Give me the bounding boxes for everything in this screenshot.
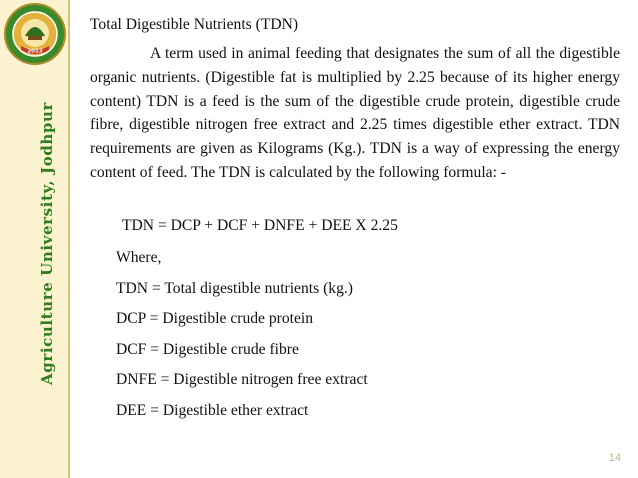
page-number: 14	[608, 452, 621, 464]
slide-content	[90, 12, 620, 185]
definition-tdn: TDN = Total digestible nutrients (kg.)	[116, 279, 353, 297]
definition-dcp: DCP = Digestible crude protein	[116, 310, 314, 327]
sidebar	[0, 0, 70, 478]
body-paragraph: A term used in animal feeding that designates the sum of all the digestible organic nutrients. (Digestible fat is multiplied by 2.25 because of its higher energy content) TDN is a feed is the sum of the digestible crude protein, digestible crude fibre, digestible nitrogen free extract and 2.25 times digestible ether extract. TDN requirements are given as Kilograms (Kg.). TDN is a way of expressing the energy content of feed. The TDN is calculated by the following formula: -	[90, 45, 620, 181]
definition-where: Where,	[116, 249, 162, 266]
university-logo	[3, 2, 67, 68]
definition-dcf: DCF = Digestible crude fibre	[116, 340, 299, 358]
definition-dee: DEE = Digestible ether extract	[116, 401, 309, 419]
definition-list	[116, 248, 368, 431]
definition-dnfe: DNFE = Digestible nitrogen free extract	[116, 371, 368, 388]
slide-heading: Total Digestible Nutrients (TDN)	[90, 16, 299, 33]
tdn-formula: TDN = DCP + DCF + DNFE + DEE X 2.25	[122, 217, 398, 234]
university-vertical-title: Agriculture University, Jodhpur	[38, 101, 56, 385]
logo-year: 2013	[27, 48, 43, 55]
